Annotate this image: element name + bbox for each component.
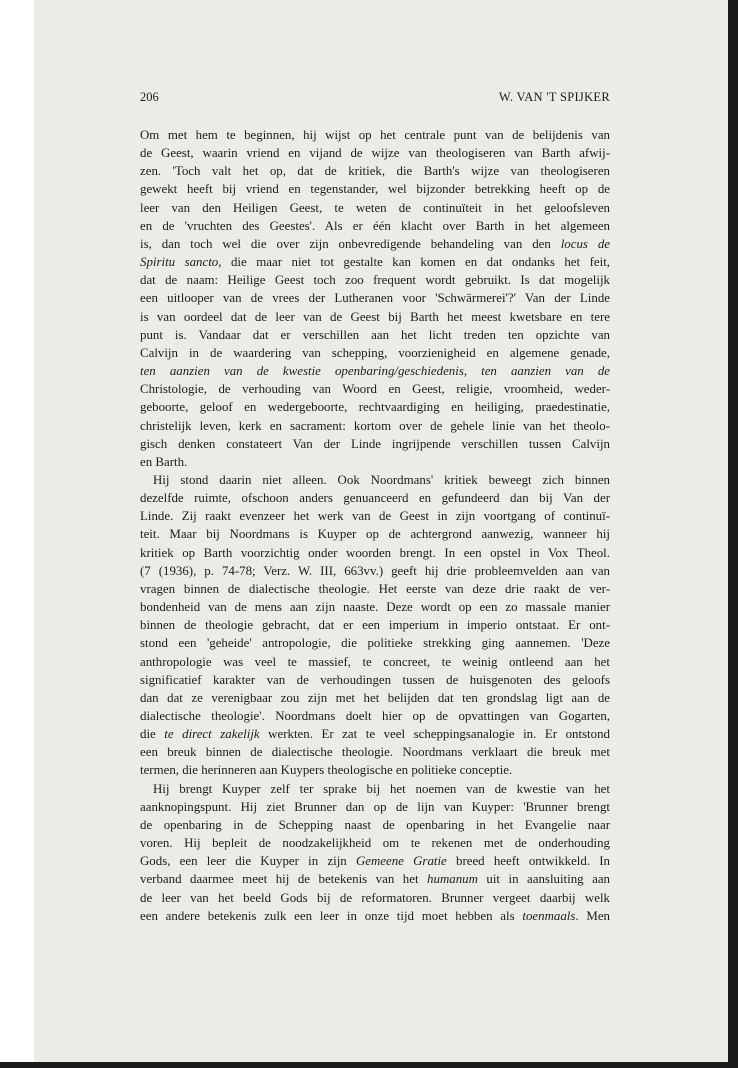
- text-line: de Geest, waarin vriend en vijand de wijze van theologiseren van Barth afwij-: [140, 146, 610, 161]
- text-line: stond een 'geheide' antropologie, die politieke strekking ging aannemen. 'Deze: [140, 636, 610, 651]
- text-line: geboorte, geloof en wedergeboorte, rechtvaardiging en heiliging, praedestinatie,: [140, 400, 610, 415]
- body-text: [140, 126, 610, 925]
- running-head: W. VAN 'T SPIJKER: [498, 90, 610, 104]
- scan-margin-left: [0, 0, 34, 1068]
- text-line: gisch denken constateert Van der Linde ingrijpende verschillen tussen Calvijn: [140, 436, 610, 451]
- text-line: anthropologie was veel te massief, te concreet, te weinig ontleend aan het: [140, 654, 610, 669]
- page-header: [140, 90, 610, 108]
- text-line: en de 'vruchten des Geestes'. Als er één klacht over Barth in het algemeen: [140, 218, 610, 233]
- text-line: is, dan toch wel die over zijn onbevredigende behandeling van den locus de: [140, 236, 610, 251]
- text-line: leer van den Heiligen Geest, te weten de continuïteit in het geloofsleven: [140, 200, 610, 215]
- text-line: de openbaring in de Schepping naast de openbaring in het Evangelie naar: [140, 817, 610, 832]
- text-line: (7 (1936), p. 74-78; Verz. W. III, 663vv.) geeft hij drie probleemvelden aan van: [140, 563, 610, 578]
- text-line: binnen de theologie gebracht, dat er een imperium in imperio ontstaat. Er ont-: [140, 618, 610, 633]
- text-line: zen. 'Toch valt het op, dat de kritiek, die Barth's wijze van theologiseren: [140, 164, 610, 179]
- text-line: Christologie, de verhouding van Woord en Geest, religie, vroomheid, weder-: [140, 382, 610, 397]
- text-line: significatief karakter van de verhoudingen tussen de huisgenoten des geloofs: [140, 672, 610, 687]
- text-line: Hij stond daarin niet alleen. Ook Noordmans' kritiek beweegt zich binnen: [153, 472, 610, 487]
- text-line: ten aanzien van de kwestie openbaring/geschiedenis, ten aanzien van de: [140, 364, 610, 379]
- text-line: een breuk binnen de dialectische theologie. Noordmans verklaart die breuk met: [140, 745, 610, 760]
- text-line: Calvijn in de waardering van schepping, voorzienigheid en algemene genade,: [140, 345, 610, 360]
- text-line: Hij brengt Kuyper zelf ter sprake bij het noemen van de kwestie van het: [153, 781, 610, 796]
- text-line: een uitlooper van de vrees der Lutheranen voor 'Schwärmerei'?' Van der Linde: [140, 291, 610, 306]
- text-line: vragen binnen de dialectische theologie. Het eerste van deze drie raakt de ver-: [140, 581, 610, 596]
- text-line: verband daarmee meet hij de betekenis van het humanum uit in aansluiting aan: [140, 872, 610, 887]
- text-line: teit. Maar bij Noordmans is Kuyper op de achtergrond aanwezig, wanneer hij: [140, 527, 610, 542]
- text-line: termen, die herinneren aan Kuypers theologische en politieke conceptie.: [140, 763, 513, 778]
- text-line: dialectische theologie'. Noordmans doelt hier op de opvattingen van Gogarten,: [140, 709, 610, 723]
- text-line: dezelfde ruimte, ofschoon anders genuanceerd en gefundeerd dan bij Van der: [140, 491, 610, 506]
- text-line: Spiritu sancto, die maar niet tot gestalte kan komen en dat ondanks het feit,: [140, 255, 611, 270]
- text-line: dan dat ze verenigbaar zou zijn met het belijden dat ten grondslag ligt aan de: [140, 690, 610, 705]
- text-line: bondenheid van de mens aan zijn naaste. Deze wordt op een zo massale manier: [140, 600, 610, 615]
- text-line: Om met hem te beginnen, hij wijst op het centrale punt van de belijdenis van: [140, 128, 610, 142]
- scan-edge-right: [728, 0, 738, 1068]
- text-line: voren. Hij bepleit de noodzakelijkheid om te rekenen met de onderhouding: [140, 836, 610, 851]
- text-line: en Barth.: [140, 454, 188, 469]
- text-line: christelijk leven, kerk en sacrament: kortom over de gehele linie van het theolo-: [140, 418, 610, 433]
- text-line: is van oordeel dat de leer van de Geest bij Barth het meest kwetsbare en tere: [140, 309, 610, 324]
- scan-edge-bottom: [0, 1062, 738, 1068]
- text-line: dat de naam: Heilige Geest toch zoo frequent wordt gebruikt. Is dat mogelijk: [140, 273, 610, 288]
- text-line: gewekt heeft bij vriend en tegenstander, wel bijzonder betrekking heeft op de: [140, 182, 610, 197]
- text-line: punt is. Vandaar dat er verschillen aan het licht treden ten opzichte van: [140, 327, 610, 342]
- text-line: Gods, een leer die Kuyper in zijn Gemeene Gratie breed heeft ontwikkeld. In: [140, 854, 611, 869]
- text-line: aanknopingspunt. Hij ziet Brunner dan op de lijn van Kuyper: 'Brunner brengt: [140, 799, 610, 814]
- text-line: die te direct zakelijk werkten. Er zat te veel scheppingsanalogie in. Er ontstond: [140, 727, 610, 742]
- text-line: een andere betekenis zulk een leer in onze tijd moet hebben als toenmaals. Men: [140, 908, 610, 923]
- text-line: de leer van het beeld Gods bij de reformatoren. Brunner vergeet daarbij welk: [140, 890, 610, 905]
- text-line: Linde. Zij raakt evenzeer het werk van de Geest in zijn voortgang of continuï-: [140, 509, 610, 524]
- page-number: 206: [140, 90, 159, 104]
- text-line: kritiek op Barth voorzichtig onder woorden brengt. In een opstel in Vox Theol.: [140, 545, 610, 560]
